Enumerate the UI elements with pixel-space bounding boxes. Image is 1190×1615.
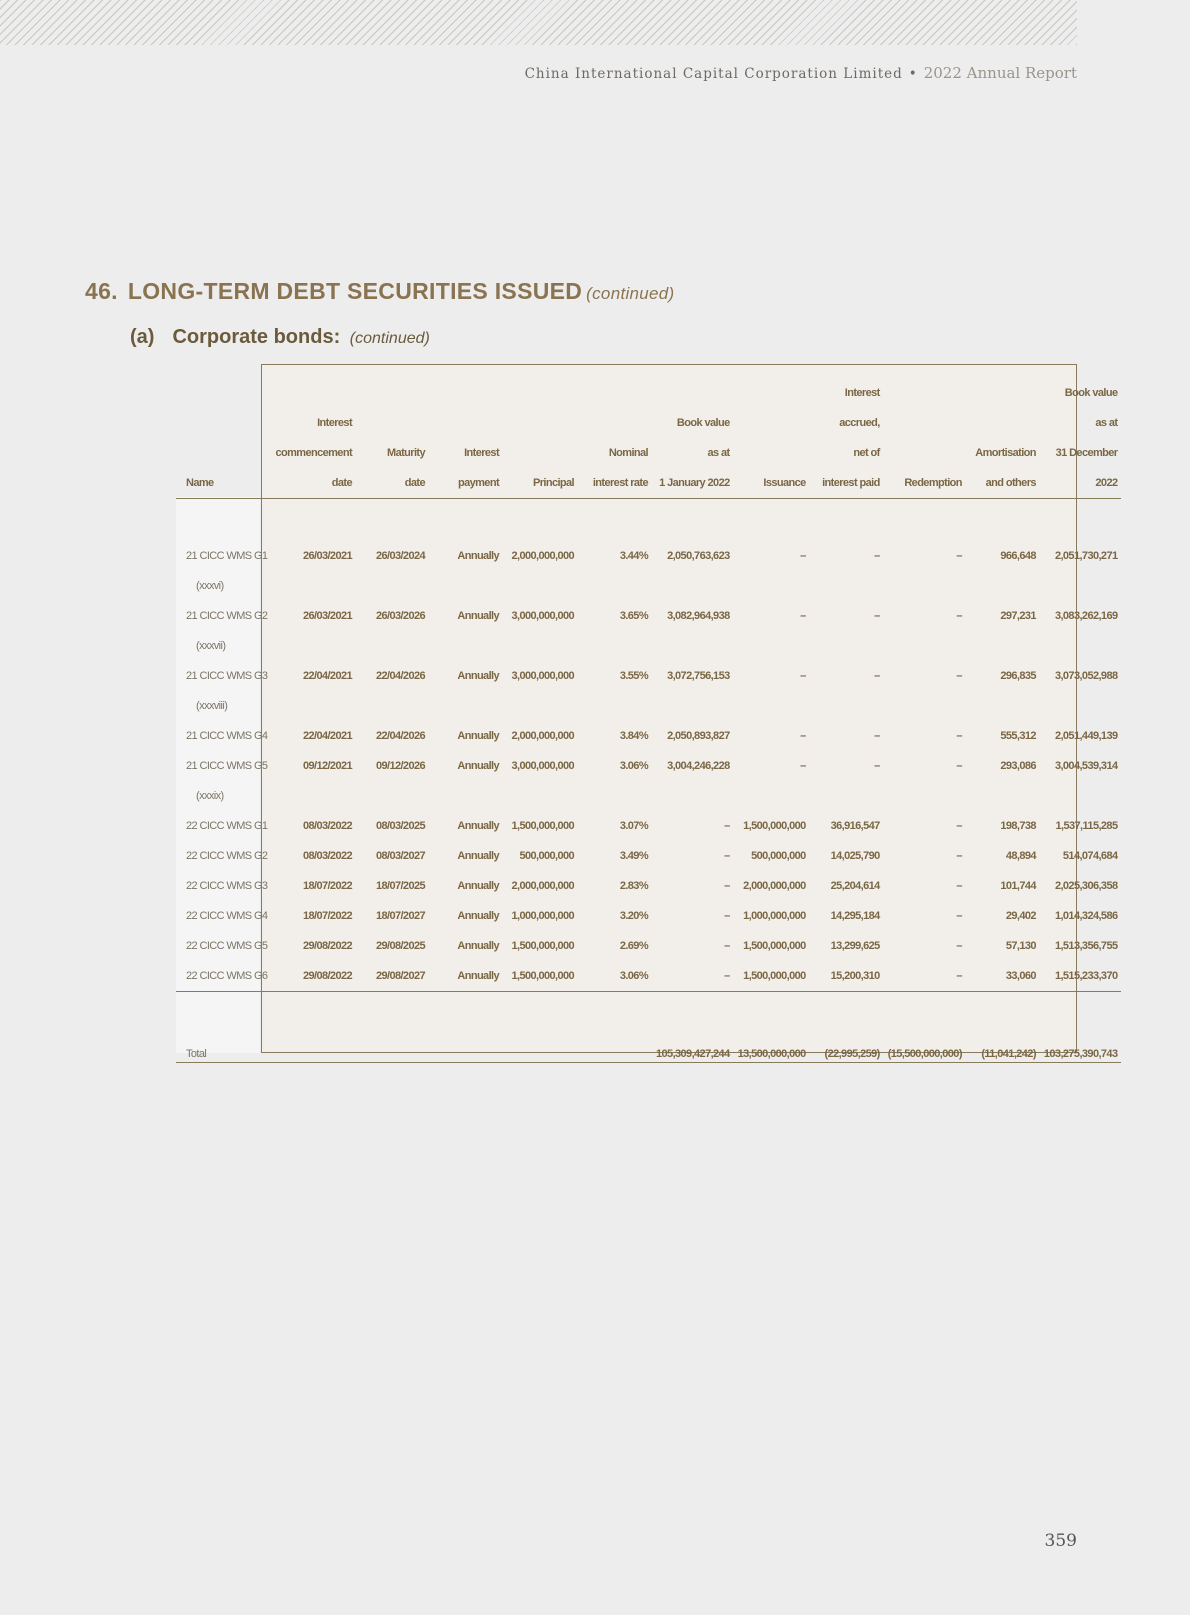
cell-issuance: – (800, 610, 806, 622)
cell-closing: 3,073,052,988 (1054, 670, 1118, 682)
cell-closing: 2,051,449,139 (1054, 730, 1118, 742)
cell-redemption: – (956, 550, 962, 562)
column-header-line: 31 December (1055, 447, 1118, 459)
column-header-line: Book value (676, 417, 730, 429)
cell-redemption: – (956, 880, 962, 892)
cell-redemption: – (956, 820, 962, 832)
table-cell (966, 992, 1040, 1021)
table-cell (271, 691, 356, 721)
bond-name: 22 CICC WMS G6 (186, 970, 268, 982)
cell-maturity: 26/03/2024 (375, 550, 426, 562)
cell-payment: Annually (457, 880, 500, 892)
table-cell (578, 631, 652, 661)
cell-rate: 3.65% (619, 610, 649, 622)
table-cell (1040, 781, 1122, 811)
cell-start: 08/03/2022 (302, 820, 353, 832)
table-cell (356, 499, 429, 542)
cell-closing: 1,537,115,285 (1055, 820, 1118, 832)
cell-start: 18/07/2022 (302, 910, 353, 922)
cell-interest: – (874, 730, 880, 742)
table-row (176, 811, 1121, 841)
cell-maturity: 29/08/2027 (375, 970, 426, 982)
cell-interest: 15,200,310 (830, 970, 880, 982)
cell-payment: Annually (457, 940, 500, 952)
cell-interest: 13,299,625 (830, 940, 880, 952)
table-cell (884, 631, 966, 661)
cell-maturity: 09/12/2026 (375, 760, 426, 772)
column-header (578, 364, 652, 499)
cell-rate: 3.06% (619, 760, 649, 772)
table-cell (429, 499, 503, 542)
column-header-line: payment (457, 477, 500, 489)
cell-principal: 3,000,000,000 (511, 760, 575, 772)
cell-interest: 36,916,547 (830, 820, 880, 832)
cell-amortisation: 33,060 (1005, 970, 1036, 982)
bond-name: 22 CICC WMS G1 (186, 820, 268, 832)
table-cell (884, 992, 966, 1021)
table-cell (271, 1020, 356, 1063)
cell-start: 26/03/2021 (302, 610, 353, 622)
table-cell (356, 781, 429, 811)
cell-principal: 3,000,000,000 (511, 670, 575, 682)
cell-opening: 3,072,756,153 (667, 670, 730, 682)
table-cell (578, 691, 652, 721)
cell-payment: Annually (457, 760, 500, 772)
cell-interest: 25,204,614 (830, 880, 880, 892)
table-cell (734, 499, 810, 542)
table-cell (810, 631, 884, 661)
bond-note: (xxxvii) (196, 640, 226, 652)
cell-interest: – (874, 760, 880, 772)
column-header-line: 1 January 2022 (659, 477, 730, 489)
cell-opening: – (724, 880, 730, 892)
total-amortisation: (11,041,242) (966, 1020, 1040, 1063)
cell-maturity: 22/04/2026 (375, 730, 426, 742)
table-cell (966, 571, 1040, 601)
bond-name: 22 CICC WMS G3 (186, 880, 268, 892)
table-cell (884, 781, 966, 811)
bond-note: (xxxix) (196, 790, 224, 802)
column-header-line: Maturity (387, 447, 426, 459)
cell-payment: Annually (457, 670, 500, 682)
cell-payment: Annually (457, 910, 500, 922)
table-cell (884, 499, 966, 542)
table-cell (652, 571, 734, 601)
cell-rate: 3.20% (619, 910, 649, 922)
cell-maturity: 18/07/2025 (375, 880, 426, 892)
table-cell (652, 992, 734, 1021)
table-cell (810, 992, 884, 1021)
cell-interest: – (874, 610, 880, 622)
table-cell (810, 571, 884, 601)
cell-principal: 1,500,000,000 (511, 970, 575, 982)
cell-payment: Annually (457, 730, 500, 742)
column-header (652, 364, 734, 499)
table-cell (429, 571, 503, 601)
table-cell (652, 631, 734, 661)
table-cell (503, 691, 578, 721)
table-cell (734, 781, 810, 811)
column-header-line: date (404, 477, 426, 489)
cell-amortisation: 48,894 (1005, 850, 1036, 862)
table-cell (271, 499, 356, 542)
cell-rate: 3.49% (619, 850, 649, 862)
table-cell (176, 992, 271, 1021)
cell-issuance: 1,500,000,000 (743, 820, 806, 832)
column-header-line: Book value (1064, 387, 1118, 399)
table-cell (176, 499, 271, 542)
cell-issuance: 1,000,000,000 (743, 910, 806, 922)
column-header (1040, 364, 1122, 499)
column-header-line: 2022 (1095, 477, 1118, 489)
cell-start: 29/08/2022 (302, 940, 353, 952)
cell-rate: 3.07% (619, 820, 649, 832)
table-cell (578, 1020, 652, 1063)
table-row (176, 751, 1121, 781)
cell-rate: 2.83% (619, 880, 649, 892)
table-cell (356, 1020, 429, 1063)
table-cell (578, 992, 652, 1021)
cell-principal: 1,000,000,000 (511, 910, 575, 922)
cell-issuance: 2,000,000,000 (743, 880, 806, 892)
column-header-line: Interest (464, 447, 500, 459)
subsection-label: (a) (130, 326, 155, 348)
cell-principal: 2,000,000,000 (511, 880, 575, 892)
table-cell (734, 631, 810, 661)
cell-closing: 514,074,684 (1062, 850, 1118, 862)
cell-principal: 500,000,000 (519, 850, 575, 862)
cell-rate: 3.44% (619, 550, 649, 562)
bond-name: 21 CICC WMS G3 (186, 670, 268, 682)
table-row (176, 661, 1121, 691)
table-cell (966, 499, 1040, 542)
cell-closing: 1,515,233,370 (1054, 970, 1118, 982)
cell-redemption: – (956, 940, 962, 952)
table-row (176, 631, 1121, 661)
table-body (176, 499, 1121, 1063)
cell-start: 09/12/2021 (302, 760, 353, 772)
table-cell (271, 781, 356, 811)
page-number: 359 (1044, 1531, 1077, 1551)
table-row (176, 871, 1121, 901)
table-cell (734, 571, 810, 601)
cell-issuance: 500,000,000 (751, 850, 806, 862)
cell-redemption: – (956, 910, 962, 922)
cell-start: 29/08/2022 (302, 970, 353, 982)
table-cell (1040, 571, 1122, 601)
cell-opening: – (724, 910, 730, 922)
table-row (176, 1020, 1121, 1063)
table-cell (429, 1020, 503, 1063)
bonds-table-wrapper (176, 364, 1121, 1063)
column-header (271, 364, 356, 499)
column-header (810, 364, 884, 499)
table-cell (652, 499, 734, 542)
table-cell (1040, 499, 1122, 542)
table-cell (652, 691, 734, 721)
column-header (734, 364, 810, 499)
cell-issuance: 1,500,000,000 (743, 970, 806, 982)
cell-start: 26/03/2021 (302, 550, 353, 562)
table-cell (503, 499, 578, 542)
table-cell (734, 992, 810, 1021)
table-cell (271, 992, 356, 1021)
table-cell (271, 631, 356, 661)
column-header-line: Issuance (763, 477, 806, 489)
table-row (176, 571, 1121, 601)
subsection-title-text: Corporate bonds: (172, 326, 341, 348)
table-row (176, 781, 1121, 811)
cell-issuance: – (800, 550, 806, 562)
cell-rate: 3.84% (619, 730, 649, 742)
cell-start: 22/04/2021 (302, 730, 353, 742)
column-header-line: as at (707, 447, 730, 459)
cell-rate: 3.55% (619, 670, 649, 682)
cell-principal: 2,000,000,000 (511, 550, 575, 562)
table-header-row (176, 364, 1121, 499)
table-cell (503, 631, 578, 661)
cell-amortisation: 198,738 (1000, 820, 1036, 832)
table-cell (810, 691, 884, 721)
cell-payment: Annually (457, 550, 500, 562)
cell-amortisation: 293,086 (1000, 760, 1036, 772)
company-name: China International Capital Corporation Limited (524, 66, 903, 82)
total-interest: (22,995,259) (810, 1020, 884, 1063)
table-cell (503, 571, 578, 601)
cell-closing: 3,083,262,169 (1054, 610, 1118, 622)
table-cell (966, 781, 1040, 811)
table-row (176, 721, 1121, 751)
bond-name: 22 CICC WMS G2 (186, 850, 268, 862)
column-header-line: Name (186, 477, 214, 489)
subsection-title (130, 326, 430, 349)
cell-closing: 2,051,730,271 (1054, 550, 1118, 562)
table-cell (1040, 992, 1122, 1021)
cell-maturity: 08/03/2027 (375, 850, 426, 862)
cell-opening: 3,082,964,938 (667, 610, 730, 622)
cell-redemption: – (956, 610, 962, 622)
cell-opening: – (724, 970, 730, 982)
table-cell (271, 571, 356, 601)
table-cell (503, 1020, 578, 1063)
report-title: 2022 Annual Report (923, 64, 1077, 82)
section-number: 46. (85, 278, 118, 304)
cell-start: 08/03/2022 (302, 850, 353, 862)
column-header-line: commencement (275, 447, 353, 459)
table-cell (578, 499, 652, 542)
cell-principal: 3,000,000,000 (511, 610, 575, 622)
total-redemption: (15,500,000,000) (884, 1020, 966, 1063)
cell-maturity: 18/07/2027 (375, 910, 426, 922)
cell-opening: 2,050,893,827 (667, 730, 730, 742)
cell-rate: 3.06% (619, 970, 649, 982)
cell-interest: – (874, 670, 880, 682)
column-header-line: Amortisation (975, 447, 1036, 459)
cell-payment: Annually (457, 850, 500, 862)
corporate-bonds-table (176, 364, 1121, 1063)
cell-closing: 3,004,539,314 (1054, 760, 1118, 772)
bond-name: 22 CICC WMS G4 (186, 910, 268, 922)
table-row (176, 601, 1121, 631)
table-cell (884, 571, 966, 601)
table-cell (734, 691, 810, 721)
table-cell (1040, 631, 1122, 661)
column-header-line: net of (853, 447, 880, 459)
table-cell (356, 691, 429, 721)
column-header-line: Redemption (904, 477, 962, 489)
bond-name: 22 CICC WMS G5 (186, 940, 268, 952)
column-header (176, 364, 271, 499)
section-title-text: LONG-TERM DEBT SECURITIES ISSUED (127, 278, 583, 304)
header-separator: • (908, 66, 918, 82)
cell-opening: – (724, 940, 730, 952)
cell-issuance: – (800, 760, 806, 772)
table-cell (1040, 691, 1122, 721)
cell-payment: Annually (457, 610, 500, 622)
total-closing: 103,275,390,743 (1040, 1020, 1122, 1063)
cell-amortisation: 296,835 (1000, 670, 1036, 682)
cell-opening: – (724, 820, 730, 832)
column-header (429, 364, 503, 499)
table-cell (503, 992, 578, 1021)
bond-note: (xxxvi) (196, 580, 224, 592)
table-row (176, 841, 1121, 871)
table-cell (810, 781, 884, 811)
table-cell (578, 781, 652, 811)
column-header (503, 364, 578, 499)
cell-opening: – (724, 850, 730, 862)
cell-amortisation: 101,744 (1000, 880, 1036, 892)
running-header (525, 64, 1077, 82)
column-header-line: Interest (317, 417, 353, 429)
column-header (356, 364, 429, 499)
cell-payment: Annually (457, 820, 500, 832)
total-opening: 105,309,427,244 (652, 1020, 734, 1063)
table-row (176, 992, 1121, 1021)
table-cell (429, 992, 503, 1021)
header-hatch-band (0, 0, 1077, 45)
cell-opening: 2,050,763,623 (667, 550, 730, 562)
table-row (176, 961, 1121, 992)
table-row (176, 541, 1121, 571)
section-continued: (continued) (586, 284, 675, 303)
table-cell (966, 631, 1040, 661)
cell-closing: 2,025,306,358 (1054, 880, 1118, 892)
column-header (966, 364, 1040, 499)
cell-rate: 2.69% (619, 940, 649, 952)
cell-interest: 14,295,184 (830, 910, 880, 922)
cell-opening: 3,004,246,228 (667, 760, 730, 772)
cell-closing: 1,014,324,586 (1054, 910, 1118, 922)
cell-issuance: 1,500,000,000 (743, 940, 806, 952)
table-cell (429, 691, 503, 721)
table-row (176, 931, 1121, 961)
table-cell (810, 499, 884, 542)
column-header-line: Interest (844, 387, 880, 399)
cell-amortisation: 29,402 (1005, 910, 1036, 922)
cell-maturity: 22/04/2026 (375, 670, 426, 682)
cell-amortisation: 966,648 (1000, 550, 1036, 562)
subsection-continued: (continued) (349, 330, 430, 347)
table-row (176, 901, 1121, 931)
cell-redemption: – (956, 760, 962, 772)
cell-redemption: – (956, 670, 962, 682)
table-cell (356, 631, 429, 661)
column-header-line: date (331, 477, 353, 489)
table-cell (429, 781, 503, 811)
cell-start: 18/07/2022 (302, 880, 353, 892)
column-header-line: Principal (532, 477, 575, 489)
table-cell (356, 992, 429, 1021)
table-cell (578, 571, 652, 601)
cell-maturity: 26/03/2026 (375, 610, 426, 622)
cell-principal: 1,500,000,000 (511, 820, 575, 832)
column-header (884, 364, 966, 499)
cell-principal: 2,000,000,000 (511, 730, 575, 742)
cell-issuance: – (800, 730, 806, 742)
bond-note: (xxxviii) (196, 700, 228, 712)
cell-closing: 1,513,356,755 (1054, 940, 1118, 952)
table-row (176, 691, 1121, 721)
cell-redemption: – (956, 970, 962, 982)
cell-payment: Annually (457, 970, 500, 982)
cell-amortisation: 297,231 (1000, 610, 1036, 622)
cell-redemption: – (956, 850, 962, 862)
section-title (85, 278, 675, 305)
cell-redemption: – (956, 730, 962, 742)
cell-amortisation: 555,312 (1000, 730, 1036, 742)
total-issuance: 13,500,000,000 (734, 1020, 810, 1063)
column-header-line: Nominal (608, 447, 649, 459)
table-cell (652, 781, 734, 811)
cell-interest: – (874, 550, 880, 562)
table-cell (429, 631, 503, 661)
table-cell (884, 691, 966, 721)
bond-name: 21 CICC WMS G4 (186, 730, 268, 742)
table-cell (503, 781, 578, 811)
cell-amortisation: 57,130 (1005, 940, 1036, 952)
cell-maturity: 29/08/2025 (375, 940, 426, 952)
cell-principal: 1,500,000,000 (511, 940, 575, 952)
table-cell (356, 571, 429, 601)
column-header-line: interest paid (822, 477, 880, 489)
table-row (176, 499, 1121, 542)
column-header-line: as at (1095, 417, 1118, 429)
column-header-line: interest rate (592, 477, 649, 489)
cell-issuance: – (800, 670, 806, 682)
cell-start: 22/04/2021 (302, 670, 353, 682)
bond-name: 21 CICC WMS G5 (186, 760, 268, 772)
column-header-line: and others (985, 477, 1036, 489)
table-cell (966, 691, 1040, 721)
column-header-line: accrued, (839, 417, 880, 429)
total-label: Total (176, 1020, 271, 1063)
cell-maturity: 08/03/2025 (375, 820, 426, 832)
bond-name: 21 CICC WMS G1 (186, 550, 268, 562)
bond-name: 21 CICC WMS G2 (186, 610, 268, 622)
cell-interest: 14,025,790 (830, 850, 880, 862)
